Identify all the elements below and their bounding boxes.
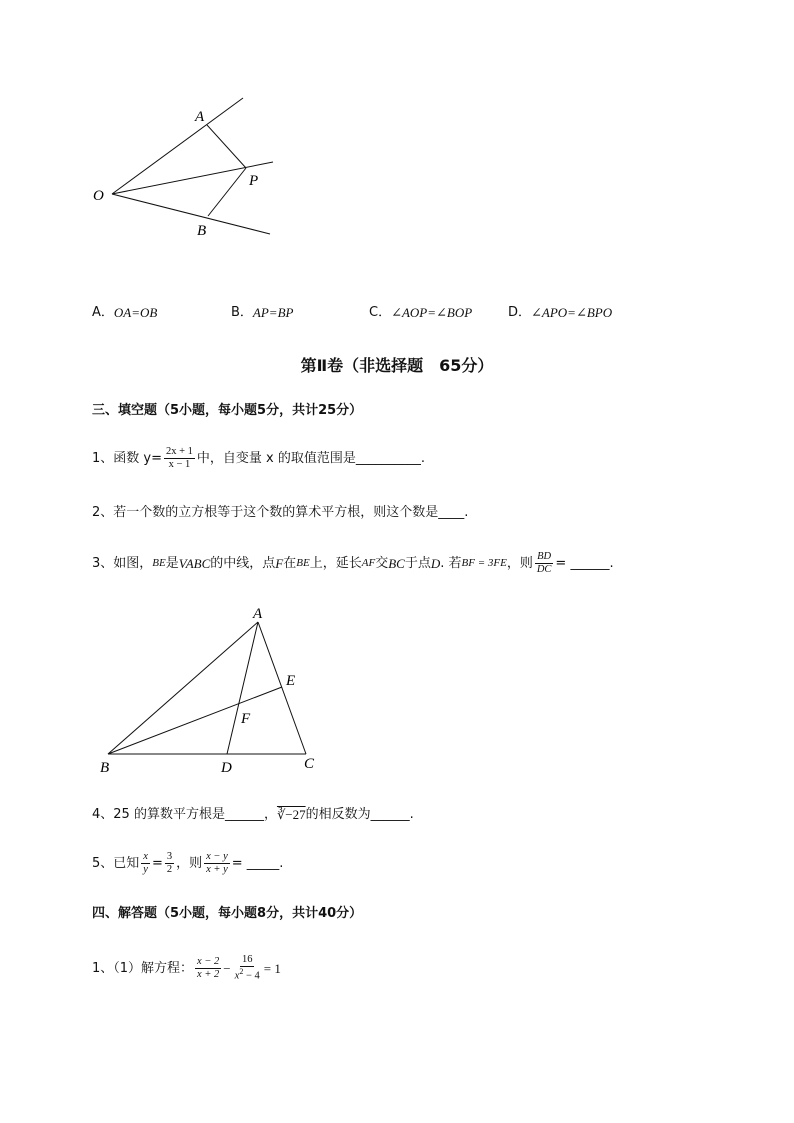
segment-bp	[208, 168, 246, 216]
option-d-letter: D．	[508, 305, 532, 320]
s4q1-den-rest: − 4	[243, 970, 260, 982]
option-a-text: OA=OB	[113, 305, 158, 320]
q3-frac-num: BD	[535, 551, 553, 564]
question-3-4	[92, 808, 414, 821]
q3-text-8: . 若	[440, 556, 462, 572]
question-3-1	[92, 446, 425, 471]
q5-fraction-1	[141, 851, 150, 876]
triangle-figure	[90, 598, 330, 780]
q3-text-3: 的中线，点	[210, 556, 276, 572]
option-c-text: ∠AOP=∠BOP	[391, 305, 473, 320]
q5-frac3-den: x + y	[206, 864, 228, 876]
segment-be	[108, 687, 282, 754]
q1-frac-num: 2x + 1	[164, 446, 195, 459]
s4q1-frac2-num: 16	[240, 954, 255, 967]
q5-frac1-num: x	[141, 851, 150, 864]
q3-text-5: 上，延长	[309, 556, 362, 572]
q3-text-9: ，则	[506, 556, 533, 572]
section3-heading: 三、填空题（5小题，每小题5分，共计25分）	[92, 403, 363, 418]
q3-text-6: 交	[375, 556, 389, 572]
label-o: O	[93, 188, 104, 204]
q3-af: AF	[361, 557, 376, 570]
segment-ad	[227, 622, 258, 754]
option-b[interactable]	[231, 306, 293, 319]
q3-be-2: BE	[296, 557, 310, 570]
q3-frac-den: DC	[536, 564, 552, 576]
question-3-2: 2、若一个数的立方根等于这个数的算术平方根，则这个数是____.	[92, 505, 469, 520]
s4q1-text-1: 1、（1）解方程：	[92, 960, 194, 976]
q3-be-1: BE	[152, 557, 166, 570]
q5-fraction-2	[165, 851, 174, 876]
q5-frac2-num: 3	[165, 851, 174, 864]
q4-text-2: 的相反数为______.	[305, 807, 414, 822]
q5-frac2-den: 2	[166, 864, 173, 876]
q5-equals: =	[151, 856, 163, 872]
s4q1-text-2: = 1	[263, 960, 281, 976]
q3-bc: BC	[388, 556, 405, 572]
option-c[interactable]	[369, 306, 472, 319]
label-e: E	[286, 673, 296, 689]
segment-ap	[207, 125, 246, 168]
q4-text-1: 4、25 的算数平方根是______，	[92, 807, 277, 822]
option-a[interactable]	[92, 306, 157, 319]
q5-frac1-den: y	[143, 864, 148, 876]
option-d[interactable]	[508, 306, 612, 319]
ray-oa	[112, 98, 243, 194]
ray-ob	[112, 194, 270, 234]
question-3-3	[92, 551, 614, 576]
q3-triangle: VABC	[178, 556, 211, 572]
s4q1-fraction-2	[233, 954, 262, 983]
label-d: D	[221, 760, 232, 776]
s4q1-minus: −	[223, 960, 231, 976]
q1-fraction	[164, 446, 195, 471]
s4q1-frac2-den	[233, 967, 262, 983]
q1-suffix: 中，自变量 x 的取值范围是__________.	[196, 451, 426, 467]
label-a: A	[253, 606, 263, 622]
s4q1-den-base: x	[234, 970, 240, 982]
q5-text-3: = _____.	[231, 856, 284, 872]
option-a-letter: A．	[92, 305, 114, 320]
label-c: C	[304, 756, 315, 772]
q5-frac3-num: x − y	[204, 851, 230, 864]
q5-fraction-3	[204, 851, 230, 876]
option-b-text: AP=BP	[252, 305, 294, 320]
q3-equation: BF = 3FE	[461, 557, 507, 570]
label-a: A	[195, 109, 205, 125]
question-4-1	[92, 954, 281, 983]
label-p: P	[249, 173, 259, 189]
q3-text-4: 在	[283, 556, 297, 572]
label-f: F	[241, 711, 251, 727]
s4q1-frac1-den: x + 2	[197, 968, 220, 980]
q1-prefix: 1、函数 y=	[92, 451, 162, 467]
q3-text-7: 于点	[404, 556, 431, 572]
label-b: B	[197, 223, 207, 239]
side-ab	[108, 622, 258, 754]
section4-heading: 四、解答题（5小题，每小题8分，共计40分）	[92, 906, 363, 921]
q3-text-1: 3、如图，	[92, 556, 153, 572]
question-3-5	[92, 851, 283, 876]
s4q1-frac1-num: x − 2	[195, 956, 221, 969]
q3-d: D	[430, 556, 441, 572]
q3-text-2: 是	[165, 556, 179, 572]
s4q1-den-exp: 2	[239, 967, 244, 977]
s4q1-fraction-1	[195, 956, 221, 981]
option-c-letter: C．	[369, 305, 392, 320]
part2-title: 第Ⅱ卷（非选择题 65分）	[300, 356, 494, 375]
q3-text-10: = ______.	[555, 556, 614, 572]
option-b-letter: B．	[231, 305, 253, 320]
q5-text-2: ，则	[176, 856, 203, 872]
q1-frac-den: x − 1	[168, 459, 191, 471]
q4-radical: ∛−27	[276, 807, 306, 822]
side-ac	[258, 622, 306, 754]
q3-fraction	[535, 551, 554, 576]
q5-text-1: 5、已知	[92, 856, 140, 872]
label-b: B	[100, 760, 110, 776]
angle-figure	[80, 90, 290, 250]
option-d-text: ∠APO=∠BPO	[531, 305, 613, 320]
q3-f: F	[275, 556, 284, 572]
